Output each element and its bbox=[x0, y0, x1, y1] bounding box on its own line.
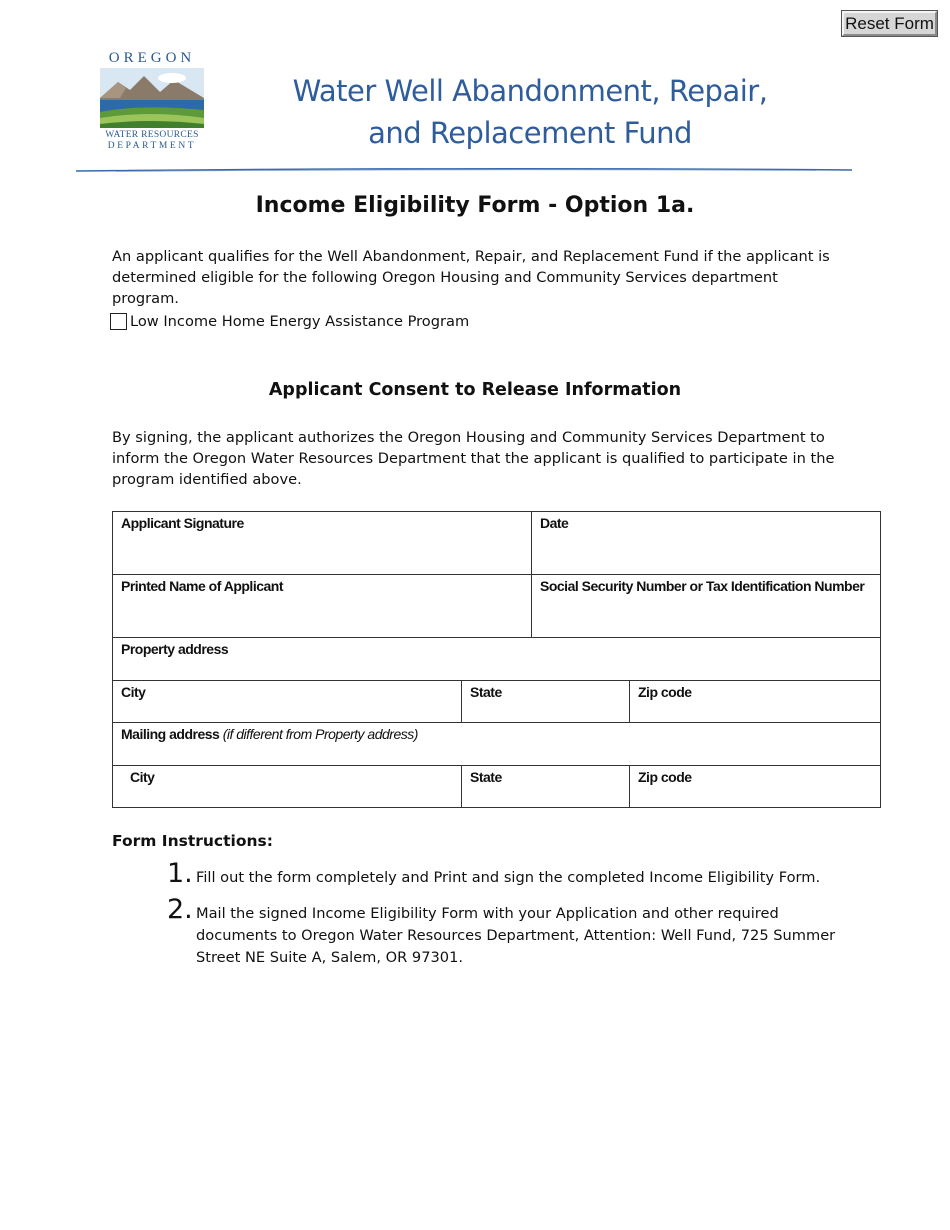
printed-name-label: Printed Name of Applicant bbox=[121, 578, 284, 594]
logo-subtitle-water-resources: WATER RESOURCES bbox=[105, 130, 199, 140]
mailing-zip-field[interactable] bbox=[634, 785, 876, 803]
state-cell bbox=[461, 681, 629, 722]
mailing-state-field[interactable] bbox=[466, 785, 625, 803]
date-cell bbox=[531, 512, 880, 574]
zip-label: Zip code bbox=[638, 684, 692, 700]
table-row bbox=[112, 575, 881, 638]
logo-wordmark: OREGON bbox=[108, 50, 196, 66]
city-field[interactable] bbox=[117, 700, 457, 718]
table-row bbox=[112, 723, 881, 766]
mailing-address-cell bbox=[113, 723, 880, 765]
logo-subtitle-department: DEPARTMENT bbox=[107, 141, 197, 151]
ssn-field[interactable] bbox=[536, 615, 876, 633]
mailing-city-label: City bbox=[130, 769, 155, 785]
table-row bbox=[112, 638, 881, 681]
reset-form-button[interactable]: Reset Form bbox=[842, 11, 937, 36]
intro-paragraph: An applicant qualifies for the Well Abandonment, Repair, and Replacement Fund if the applicant is determined eligible for the following Oregon Housing and Community Services department program. bbox=[112, 248, 830, 307]
liheap-checkbox[interactable] bbox=[110, 313, 127, 330]
date-label: Date bbox=[540, 515, 569, 531]
printed-name-cell bbox=[113, 575, 531, 637]
state-label: State bbox=[470, 684, 502, 700]
ssn-label: Social Security Number or Tax Identification Number bbox=[540, 578, 865, 594]
instruction-number: 1. bbox=[167, 858, 193, 889]
property-address-field[interactable] bbox=[253, 658, 876, 676]
property-address-label: Property address bbox=[121, 641, 229, 657]
mailing-address-field[interactable] bbox=[443, 743, 876, 761]
mailing-state-cell bbox=[461, 766, 629, 807]
printed-name-field[interactable] bbox=[117, 615, 527, 633]
property-address-cell bbox=[113, 638, 880, 680]
signature-field[interactable] bbox=[117, 552, 527, 570]
mailing-zip-cell bbox=[629, 766, 880, 807]
liheap-option[interactable] bbox=[110, 310, 469, 332]
mailing-address-label bbox=[121, 726, 418, 742]
table-row bbox=[112, 511, 881, 575]
city-label: City bbox=[121, 684, 146, 700]
ssn-cell bbox=[531, 575, 880, 637]
table-row bbox=[112, 766, 881, 808]
table-row bbox=[112, 681, 881, 723]
page-title-line1: Water Well Abandonment, Repair, bbox=[292, 74, 768, 108]
header-divider bbox=[76, 167, 852, 173]
page-title-line2: and Replacement Fund bbox=[368, 116, 692, 150]
state-field[interactable] bbox=[466, 700, 625, 718]
mailing-city-cell bbox=[113, 766, 461, 807]
mailing-zip-label: Zip code bbox=[638, 769, 692, 785]
zip-cell bbox=[629, 681, 880, 722]
zip-field[interactable] bbox=[634, 700, 876, 718]
form-title: Income Eligibility Form - Option 1a. bbox=[255, 193, 695, 218]
signature-label: Applicant Signature bbox=[121, 515, 244, 531]
city-cell bbox=[113, 681, 461, 722]
instruction-number: 2. bbox=[167, 894, 193, 925]
date-field[interactable] bbox=[536, 552, 876, 570]
page-title bbox=[250, 70, 810, 154]
mailing-address-note: (if different from Property address) bbox=[222, 726, 418, 742]
landscape-logo-icon bbox=[100, 68, 204, 128]
liheap-label: Low Income Home Energy Assistance Program bbox=[130, 312, 470, 330]
signature-cell bbox=[113, 512, 531, 574]
mailing-address-label-text: Mailing address bbox=[121, 726, 220, 742]
consent-heading: Applicant Consent to Release Information bbox=[268, 380, 682, 400]
oregon-wrd-logo bbox=[98, 50, 206, 154]
consent-paragraph: By signing, the applicant authorizes the Oregon Housing and Community Services Department to inform the Oregon Water Resources Department that the applicant is qualified to participate in the program identified above. bbox=[112, 429, 835, 488]
mailing-state-label: State bbox=[470, 769, 502, 785]
instruction-text: Fill out the form completely and Print and sign the completed Income Eligibility Form. bbox=[196, 869, 821, 886]
instructions-heading: Form Instructions: bbox=[112, 832, 273, 850]
mailing-city-field[interactable] bbox=[117, 785, 457, 803]
instruction-text: Mail the signed Income Eligibility Form with your Application and other required documents to Oregon Water Resources Department, Attention: Well Fund, 725 Summer Street NE Suite A, Salem, OR 97301. bbox=[196, 905, 836, 966]
